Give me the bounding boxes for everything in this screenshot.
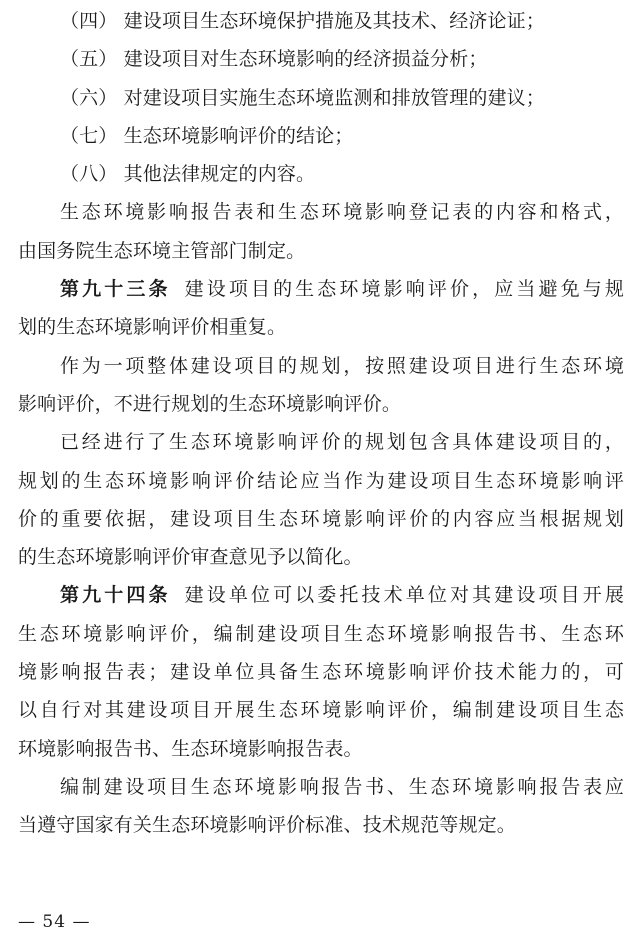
paragraph-line: 以自行对其建设项目开展生态环境影响评价，编制建设项目生态 — [18, 699, 624, 722]
page-number: — 54 — — [18, 912, 91, 932]
paragraph-line: 价的重要依据，建设项目生态环境影响评价的内容应当根据规划 — [18, 507, 624, 530]
paragraph-line: 规划的生态环境影响评价结论应当作为建设项目生态环境影响评 — [18, 469, 624, 492]
paragraph-line: 作为一项整体建设项目的规划，按照建设项目进行生态环境 — [60, 354, 624, 377]
list-item-5: （五） 建设项目对生态环境影响的经济损益分析； — [60, 48, 488, 71]
paragraph-line: 环境影响报告书、生态环境影响报告表。 — [18, 737, 363, 760]
paragraph-line: 的生态环境影响评价审查意见予以简化。 — [18, 546, 363, 569]
paragraph-line: 生态环境影响评价，编制建设项目生态环境影响报告书、生态环 — [18, 622, 624, 645]
paragraph-line: 影响评价，不进行规划的生态环境影响评价。 — [18, 392, 402, 415]
paragraph-line: 编制建设项目生态环境影响报告书、生态环境影响报告表应 — [60, 775, 624, 798]
paragraph-line: 已经进行了生态环境影响评价的规划包含具体建设项目的， — [60, 431, 624, 454]
paragraph-line: 当遵守国家有关生态环境影响评价标准、技术规范等规定。 — [18, 814, 516, 837]
document-page — [18, 8, 624, 851]
paragraph-line: 境影响报告表；建设单位具备生态环境影响评价技术能力的，可 — [18, 661, 624, 684]
paragraph-line: 划的生态环境影响评价相重复。 — [18, 316, 287, 339]
list-item-4: （四） 建设项目生态环境保护措施及其技术、经济论证； — [60, 10, 545, 32]
article-93-text: 建设项目的生态环境影响评价，应当避免与规 — [184, 278, 624, 301]
list-item-6: （六） 对建设项目实施生态环境监测和排放管理的建议； — [60, 86, 545, 109]
article-94-text: 建设单位可以委托技术单位对其建设项目开展 — [184, 584, 624, 607]
article-93-title: 第九十三条 — [60, 278, 171, 301]
paragraph-line: 由国务院生态环境主管部门制定。 — [18, 239, 306, 262]
list-item-8: （八） 其他法律规定的内容。 — [60, 163, 316, 186]
article-94-heading-line — [18, 582, 624, 608]
paragraph-line: 生态环境影响报告表和生态环境影响登记表的内容和格式， — [60, 201, 624, 224]
article-93-heading-line — [18, 276, 624, 302]
article-94-title: 第九十四条 — [60, 584, 171, 607]
list-item-7: （七） 生态环境影响评价的结论； — [60, 124, 354, 147]
